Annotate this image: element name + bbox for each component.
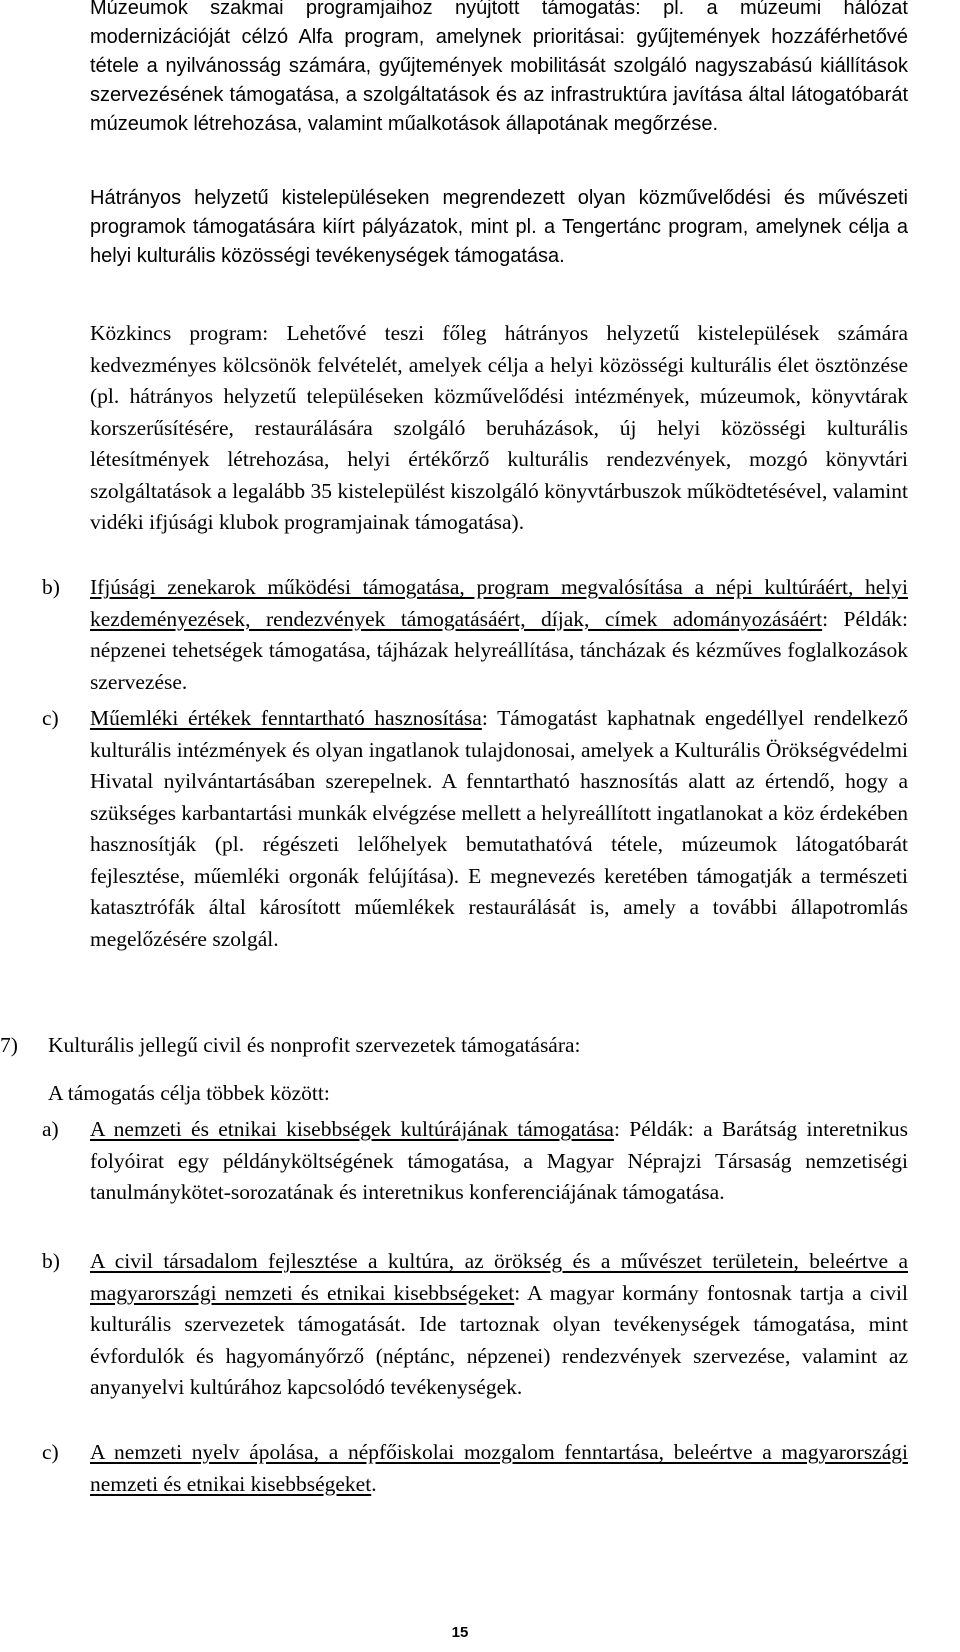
paragraph-muzeum-support: Múzeumok szakmai programjaihoz nyújtott támogatás: pl. a múzeumi hálózat modernizációját célzó Alfa program, amelynek prioritásai: gyűjtemények hozzáférhetővé tétele a nyilvánosság számára, gyűjtemények mobilitását szolgáló nagyszabású kiállítások szervezésének támogatása, a szolgáltatások és az infrastruktúra javítása által látogatóbarát múzeumok létrehozása, valamint műalkotások állapotának megőrzése. (90, 0, 908, 135)
list-item-minorities-culture-text: : Példák: a Barátság interetnikus folyóirat egy példányköltségének támogatása, a Magyar Néprajzi Társaság nemzetiségi tanulmánykötet-sorozatának és interetnikus konferenciájának támogatása. (90, 1117, 908, 1204)
section-number: 7) (0, 1033, 18, 1057)
list-item-minorities-culture (90, 1114, 908, 1209)
list-item-national-language-title: A nemzeti nyelv ápolása, a népfőiskolai mozgalom fenntartása, beleértve a magyarországi nemzeti és etnikai kisebbségeket (90, 1440, 908, 1496)
list-item-youth-orchestras (90, 572, 908, 698)
list-marker-b2: b) (42, 1249, 60, 1273)
section-intro: A támogatás célja többek között: (48, 1081, 330, 1105)
list-item-youth-orchestras-title: Ifjúsági zenekarok működési támogatása, program megvalósítása a népi kultúráért, helyi kezdeményezések, rendezvények támogatásáért, díjak, címek adományozásáért (90, 575, 908, 631)
list-marker-a: a) (42, 1117, 59, 1141)
section-heading: Kulturális jellegű civil és nonprofit szervezetek támogatására: (48, 1033, 581, 1057)
list-item-monument-values-text: : Támogatást kaphatnak engedéllyel rendelkező kulturális intézmények és olyan ingatlanok tulajdonosai, amelyek a Kulturális Örökségvédelmi Hivatal nyilvántartásában szerepelnek. A fenntartható hasznosítás alatt az értendő, hogy a szükséges karbantartási munkák elvégzése mellett a helyreállított ingatlanokat a köz érdekében hasznosítják (pl. régészeti lelőhelyek bemutathatóvá tétele, múzeumok látogatóbarát fejlesztése, műemléki orgonák felújítása). E megnevezés keretében támogatják a természeti katasztrófák által károsított műemlékek restaurálását is, amely a további állapotromlás megelőzésére szolgál. (90, 706, 908, 951)
paragraph-disadvantaged-settlements: Hátrányos helyzetű kistelepüléseken megrendezett olyan közművelődési és művészeti programok támogatására kiírt pályázatok, mint pl. a Tengertánc program, amelynek célja a helyi kulturális közösségi tevékenységek támogatása. (90, 187, 908, 267)
list-item-monument-values (90, 703, 908, 955)
page-number: 15 (451, 1624, 469, 1641)
list-marker-c2: c) (42, 1440, 59, 1464)
list-item-national-language-text: . (371, 1471, 377, 1496)
list-item-civil-society-title: A civil társadalom fejlesztése a kultúra, az örökség és a művészet területein, beleértve a magyarországi nemzeti és etnikai kisebbségeket (90, 1249, 908, 1305)
paragraph-kozkincs-program: Közkincs program: Lehetővé teszi főleg hátrányos helyzetű kistelepülések számára kedvezményes kölcsönök felvételét, amelyek célja a helyi közösségi kulturális élet ösztönzése (pl. hátrányos helyzetű településeken közművelődési intézmények, múzeumok, könyvtárak korszerűsítésére, restaurálására szolgáló beruházások, új helyi közösségi kulturális létesítmények létrehozása, helyi értékőrző kulturális rendezvények, mozgó könyvtári szolgáltatások a legalább 35 kistelepülést kiszolgáló könyvtárbuszok működtetésével, valamint vidéki ifjúsági klubok programjainak támogatása). (90, 321, 908, 534)
list-item-minorities-culture-title: A nemzeti és etnikai kisebbségek kultúrájának támogatása (90, 1117, 614, 1141)
list-item-youth-orchestras-text: : Példák: népzenei tehetségek támogatása, tájházak helyreállítása, táncházak és kézműves foglalkozások szervezése. (90, 606, 908, 694)
list-item-civil-society (90, 1246, 908, 1404)
list-item-monument-values-title: Műemléki értékek fenntartható hasznosítása (90, 706, 482, 730)
list-item-civil-society-text: : A magyar kormány fontosnak tartja a civil kulturális szervezetek támogatását. Ide tartoznak olyan tevékenységek támogatása, mint évfordulók és hagyományőrző (néptánc, népzenei) rendezvények szervezése, valamint az anyanyelvi kultúrához kapcsolódó tevékenységek. (90, 1280, 908, 1399)
list-marker-c: c) (42, 706, 59, 730)
list-marker-b: b) (42, 575, 60, 599)
list-item-national-language (90, 1437, 908, 1500)
